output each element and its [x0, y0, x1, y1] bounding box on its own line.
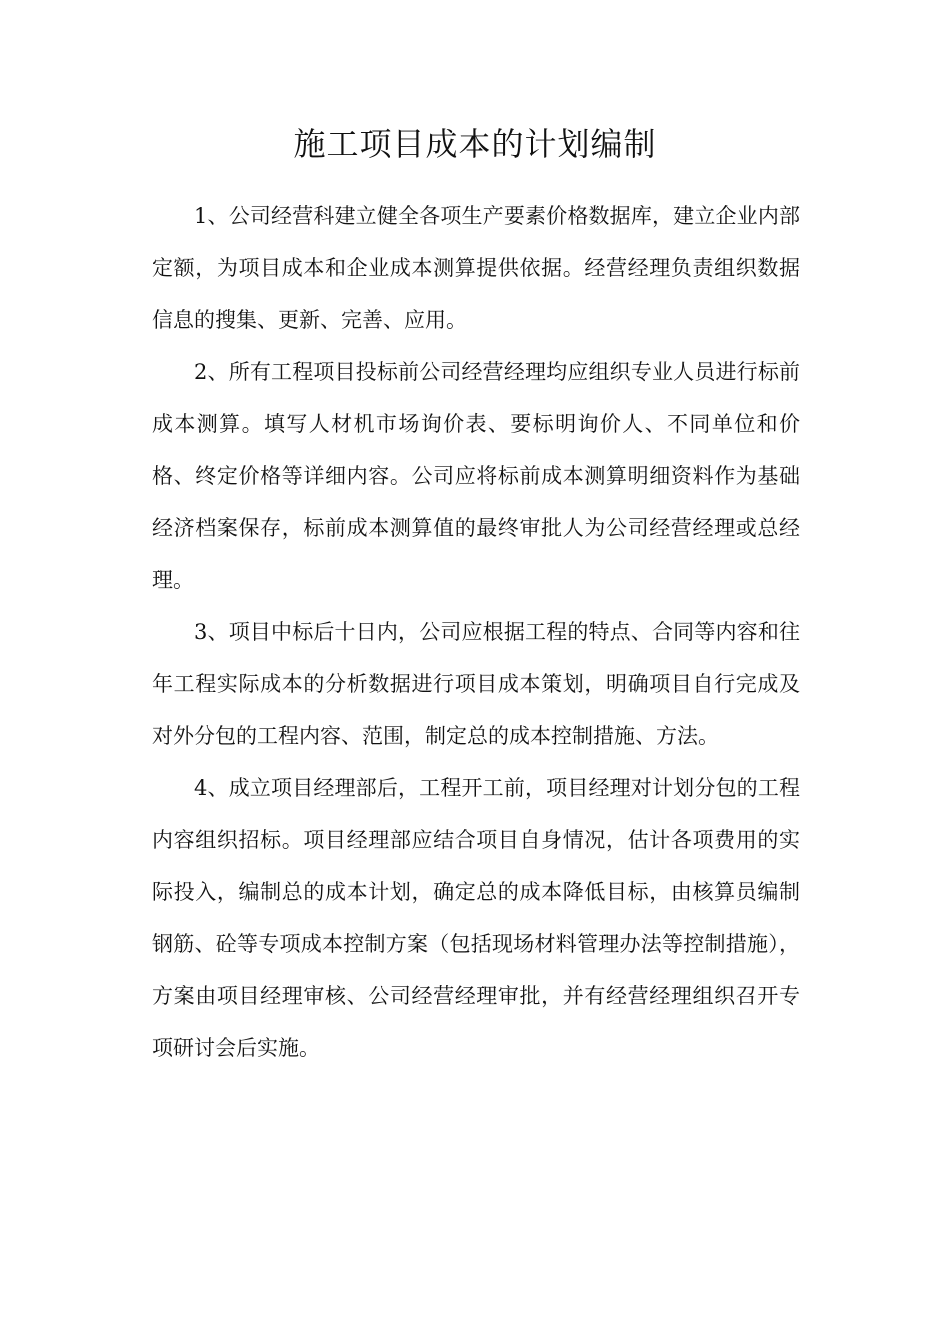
document-title: 施工项目成本的计划编制: [293, 125, 657, 163]
paragraph-1: 1、公司经营科建立健全各项生产要素价格数据库，建立企业内部定额，为项目成本和企业成本测算提供依据。经营经理负责组织数据信息的搜集、更新、完善、应用。: [152, 204, 800, 332]
paragraph-2: 2、所有工程项目投标前公司经营经理均应组织专业人员进行标前成本测算。填写人材机市场询价表、要标明询价人、不同单位和价格、终定价格等详细内容。公司应将标前成本测算明细资料作为基础经济档案保存，标前成本测算值的最终审批人为公司经营经理或总经理。: [152, 360, 800, 592]
document-body: [152, 190, 800, 1074]
paragraph-4: 4、成立项目经理部后，工程开工前，项目经理对计划分包的工程内容组织招标。项目经理部应结合项目自身情况，估计各项费用的实际投入，编制总的成本计划，确定总的成本降低目标，由核算员编制钢筋、砼等专项成本控制方案（包括现场材料管理办法等控制措施），方案由项目经理审核、公司经营经理审批，并有经营经理组织召开专项研讨会后实施。: [152, 776, 800, 1060]
paragraph-3: 3、项目中标后十日内，公司应根据工程的特点、合同等内容和往年工程实际成本的分析数据进行项目成本策划，明确项目自行完成及对外分包的工程内容、范围，制定总的成本控制措施、方法。: [152, 620, 800, 748]
